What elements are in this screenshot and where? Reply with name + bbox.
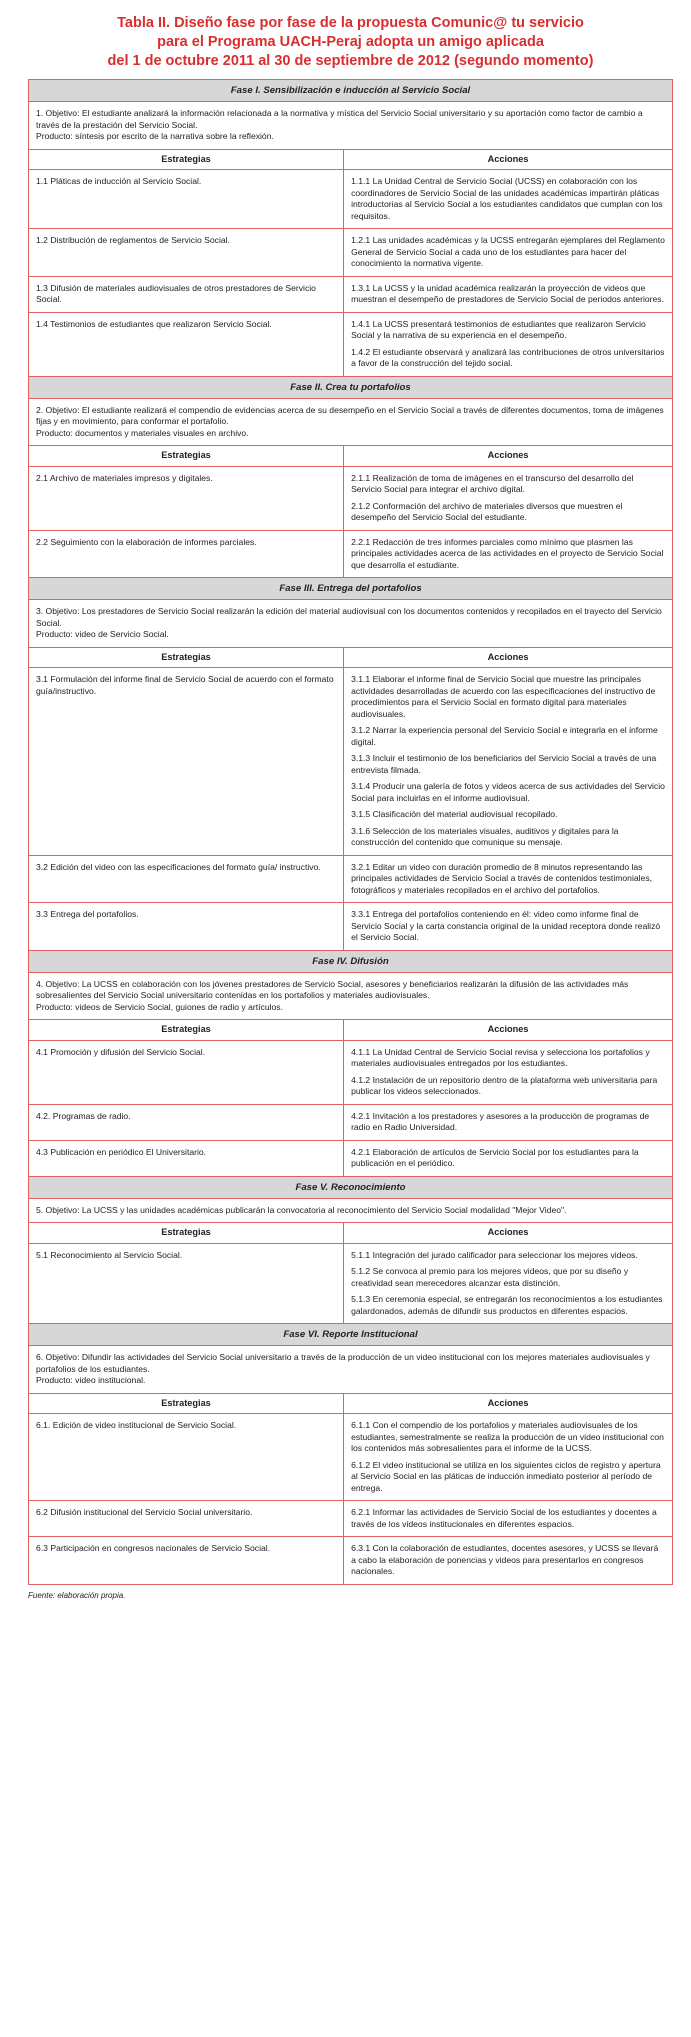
action-item: 3.1.3 Incluir el testimonio de los beneficiarios del Servicio Social a través de una entrevista filmada.: [351, 753, 657, 775]
actions-cell: [344, 1414, 672, 1500]
objective-text: 6. Objetivo: Difundir las actividades del Servicio Social universitario a través de la producción de un video institucional con los mejores materiales audiovisuales y portafolios de los estudiantes.: [36, 1352, 650, 1374]
strategies-header: Estrategias: [29, 1223, 344, 1243]
table-row: [29, 466, 672, 530]
action-item: 1.4.2 El estudiante observará y analizará las contribuciones de otros universitarios a favor de la construcción del tejido social.: [351, 346, 665, 368]
phases-table: [28, 79, 673, 1585]
table-row: [29, 169, 672, 228]
strategy-cell: 6.3 Participación en congresos nacionales de Servicio Social.: [29, 1537, 344, 1584]
strategy-cell: 4.1 Promoción y difusión del Servicio Social.: [29, 1041, 344, 1104]
actions-header: Acciones: [487, 651, 529, 662]
table-row: [29, 902, 672, 950]
action-item: 6.2.1 Informar las actividades de Servicio Social de los estudiantes y docentes a través de los videos institucionales en diferentes espacios.: [351, 1507, 657, 1529]
table-row: [29, 530, 672, 578]
actions-cell: [344, 277, 672, 312]
phase-header: Fase IV. Difusión: [29, 950, 672, 972]
table-title: [28, 14, 673, 71]
action-item: 1.2.1 Las unidades académicas y la UCSS entregarán ejemplares del Reglamento General de Servicio Social a cada uno de los estudiantes para hacer del conocimiento la normativa vigente.: [351, 235, 665, 268]
phase-header: Fase I. Sensibilización e inducción al Servicio Social: [29, 80, 672, 101]
action-item: 2.1.1 Realización de toma de imágenes en el transcurso del desarrollo del Servicio Social para integrar el archivo digital.: [351, 472, 634, 494]
action-item: 3.1.5 Clasificación del material audiovisual recopilado.: [351, 809, 558, 819]
table-row: [29, 312, 672, 376]
actions-cell: [344, 531, 672, 578]
strategy-cell: 1.1 Pláticas de inducción al Servicio Social.: [29, 170, 344, 228]
actions-header: Acciones: [487, 1397, 529, 1408]
action-item: 4.1.2 Instalación de un repositorio dentro de la plataforma web universitaria para publicar los videos seleccionados.: [351, 1074, 658, 1096]
product-text: Producto: documentos y materiales visuales en archivo.: [36, 427, 249, 438]
strategy-cell: 3.2 Edición del video con las especificaciones del formato guía/ instructivo.: [29, 856, 344, 903]
strategies-header: Estrategias: [29, 1394, 344, 1414]
action-item: 3.1.6 Selección de los materiales visuales, auditivos y digitales para la construcción del contenido que comunique su mensaje.: [351, 825, 619, 847]
action-item: 4.1.1 La Unidad Central de Servicio Social revisa y selecciona los portafolios y materiales audiovisuales entregados por los estudiantes.: [351, 1046, 650, 1068]
product-text: Producto: síntesis por escrito de la narrativa sobre la reflexión.: [36, 131, 274, 141]
actions-cell: [344, 1141, 672, 1176]
action-item: 3.3.1 Entrega del portafolios conteniendo en él: video como informe final de Servicio Social y la carta constancia original de la unidad receptora donde realizó el Servicio Social.: [351, 909, 661, 942]
objective-text: 1. Objetivo: El estudiante analizará la información relacionada a la normativa y mística del Servicio Social universitario y su aportación como factor de cambio a través de la prestación del Servicio Social.: [36, 108, 643, 130]
title-line-1: Tabla II. Diseño fase por fase de la propuesta Comunic@ tu servicio: [117, 15, 584, 31]
product-text: Producto: video institucional.: [36, 1375, 146, 1385]
actions-cell: [344, 170, 672, 228]
action-item: 1.4.1 La UCSS presentará testimonios de estudiantes que realizaron Servicio Social y la narrativa de su experiencia en el desempeño.: [351, 318, 646, 340]
phase-objective: [29, 599, 672, 647]
actions-header: Acciones: [487, 450, 529, 460]
column-header-row: [29, 1222, 672, 1243]
actions-cell: [344, 1244, 672, 1324]
strategy-cell: 1.3 Difusión de materiales audiovisuales de otros prestadores de Servicio Social.: [29, 277, 344, 312]
column-header-row: [29, 1019, 672, 1040]
column-header-row: [29, 1393, 672, 1414]
objective-text: 5. Objetivo: La UCSS y las unidades académicas publicarán la convocatoria al reconocimiento del Servicio Social modalidad "Mejor Video".: [36, 1204, 567, 1215]
actions-cell: [344, 1105, 672, 1140]
action-item: 1.3.1 La UCSS y la unidad académica realizarán la proyección de videos que muestran el desempeño de prestadores de Servicio Social de periodos anteriores.: [351, 282, 664, 304]
strategy-cell: 2.2 Seguimiento con la elaboración de informes parciales.: [29, 531, 344, 578]
strategy-cell: 3.1 Formulación del informe final de Servicio Social de acuerdo con el formato guía/instructivo.: [29, 668, 344, 855]
table-row: [29, 1140, 672, 1176]
table-row: [29, 228, 672, 276]
column-header-row: [29, 149, 672, 170]
objective-text: 2. Objetivo: El estudiante realizará el compendio de evidencias acerca de su desempeño en el Servicio Social a través de diferentes documentos, toma de imágenes fijas y en movimiento, para conformar el portafolio.: [36, 404, 664, 426]
title-line-3: del 1 de octubre 2011 al 30 de septiembre de 2012 (segundo momento): [107, 53, 594, 69]
table-row: [29, 855, 672, 903]
strategy-cell: 1.2 Distribución de reglamentos de Servicio Social.: [29, 229, 344, 276]
table-row: [29, 667, 672, 855]
action-item: 2.2.1 Redacción de tres informes parciales como mínimo que plasmen las principales actividades acerca de las actividades en el proyecto de Servicio Social que desarrolla el estudiante.: [351, 536, 664, 570]
column-header-row: [29, 445, 672, 466]
action-item: 5.1.2 Se convoca al premio para los mejores videos, que por su diseño y creatividad sean merecedores alcanzar esta distinción.: [351, 1266, 629, 1288]
phase-header: Fase III. Entrega del portafolios: [29, 577, 672, 599]
product-text: Producto: videos de Servicio Social, guiones de radio y artículos.: [36, 1001, 283, 1012]
objective-text: 4. Objetivo: La UCSS en colaboración con los jóvenes prestadores de Servicio Social, asesores y beneficiarios realizarán la difusión de las actividades más sobresalientes del Servicio Social universitario contenidas en los portafolios y materiales audiovisuales.: [36, 978, 629, 1000]
strategy-cell: 3.3 Entrega del portafolios.: [29, 903, 344, 950]
strategies-header: Estrategias: [29, 150, 344, 170]
action-item: 6.1.2 El video institucional se utiliza en los siguientes ciclos de registro y apertura al Servicio Social en las pláticas de inducción inmediato posterior al período de entrega.: [351, 1459, 661, 1493]
strategy-cell: 4.2. Programas de radio.: [29, 1105, 344, 1140]
table-row: [29, 1413, 672, 1500]
strategies-header: Estrategias: [29, 648, 344, 668]
action-item: 4.2.1 Elaboración de artículos de Servicio Social por los estudiantes para la publicación en el periódico.: [351, 1146, 639, 1168]
source-note: Fuente: elaboración propia.: [28, 1590, 126, 1600]
actions-cell: [344, 856, 672, 903]
action-item: 2.1.2 Conformación del archivo de materiales diversos que muestren el desempeño del Servicio Social del estudiante.: [351, 500, 623, 522]
strategy-cell: 5.1 Reconocimiento al Servicio Social.: [29, 1244, 344, 1324]
actions-header: Acciones: [487, 1227, 529, 1237]
actions-header: Acciones: [487, 153, 529, 164]
actions-cell: [344, 467, 672, 530]
actions-cell: [344, 313, 672, 376]
action-item: 6.1.1 Con el compendio de los portafolios y materiales audiovisuales de los estudiantes, semestralmente se realiza la producción de un video institucional con los contenidos más sobresalientes para el informe de la UCSS.: [351, 1420, 664, 1453]
strategy-cell: 1.4 Testimonios de estudiantes que realizaron Servicio Social.: [29, 313, 344, 376]
phase-header: Fase II. Crea tu portafolios: [29, 376, 672, 398]
action-item: 5.1.1 Integración del jurado calificador para seleccionar los mejores videos.: [351, 1249, 638, 1260]
action-item: 4.2.1 Invitación a los prestadores y asesores a la producción de programas de radio en Radio Universidad.: [351, 1110, 650, 1132]
table-row: [29, 1040, 672, 1104]
action-item: 3.2.1 Editar un video con duración promedio de 8 minutos representando las principales actividades de Servicio Social a través de contenidos testimoniales, fotográficos y materiales recopilados en el archivo del portafolios.: [351, 861, 653, 895]
strategy-cell: 6.1. Edición de video institucional de Servicio Social.: [29, 1414, 344, 1500]
phase-objective: [29, 398, 672, 446]
phase-objective: [29, 101, 672, 149]
action-item: 3.1.2 Narrar la experiencia personal del Servicio Social e integrarla en el informe digital.: [351, 725, 658, 747]
table-row: [29, 276, 672, 312]
phase-header: Fase VI. Reporte Institucional: [29, 1323, 672, 1345]
actions-cell: [344, 229, 672, 276]
column-header-row: [29, 647, 672, 668]
table-row: [29, 1104, 672, 1140]
strategy-cell: 6.2 Difusión institucional del Servicio Social universitario.: [29, 1501, 344, 1536]
strategy-cell: 2.1 Archivo de materiales impresos y digitales.: [29, 467, 344, 530]
action-item: 6.3.1 Con la colaboración de estudiantes, docentes asesores, y UCSS se llevará a cabo la elaboración de ponencias y videos para presentarlos en congresos nacionales.: [351, 1543, 659, 1576]
objective-text: 3. Objetivo: Los prestadores de Servicio Social realizarán la edición del material audiovisual con los documentos contenidos y recopilados en el trayecto del Servicio Social.: [36, 606, 662, 628]
phase-objective: [29, 972, 672, 1020]
phase-objective: [29, 1345, 672, 1393]
action-item: 5.1.3 En ceremonia especial, se entregarán los reconocimientos a los estudiantes galardonados, además de difundir sus productos en diferentes espacios.: [351, 1294, 663, 1316]
table-row: [29, 1500, 672, 1536]
actions-cell: [344, 668, 672, 855]
actions-cell: [344, 1501, 672, 1536]
action-item: 3.1.4 Producir una galería de fotos y videos acerca de sus actividades del Servicio Social para incluirlas en el informe audiovisual.: [351, 781, 665, 803]
action-item: 1.1.1 La Unidad Central de Servicio Social (UCSS) en colaboración con los coordinadores de Servicio Social de las unidades académicas impartirán pláticas introductorias al Servicio Social a los estudiantes candidatos que cumplan con los requisitos.: [351, 176, 663, 221]
actions-cell: [344, 1041, 672, 1104]
strategies-header: Estrategias: [29, 1020, 344, 1040]
actions-cell: [344, 903, 672, 950]
strategies-header: Estrategias: [29, 446, 344, 466]
table-row: [29, 1536, 672, 1584]
table-row: [29, 1243, 672, 1324]
phase-objective: [29, 1198, 672, 1223]
phase-header: Fase V. Reconocimiento: [29, 1176, 672, 1198]
strategy-cell: 4.3 Publicación en periódico El Universitario.: [29, 1141, 344, 1176]
title-line-2: para el Programa UACH-Peraj adopta un amigo aplicada: [157, 34, 544, 50]
product-text: Producto: video de Servicio Social.: [36, 629, 169, 639]
actions-header: Acciones: [487, 1024, 529, 1034]
action-item: 3.1.1 Elaborar el informe final de Servicio Social que muestre las principales actividades desarrolladas de acuerdo con las especificaciones del instructivo de procedimientos para el Servicio Social en formato digital para materiales audiovisuales.: [351, 674, 656, 719]
actions-cell: [344, 1537, 672, 1584]
